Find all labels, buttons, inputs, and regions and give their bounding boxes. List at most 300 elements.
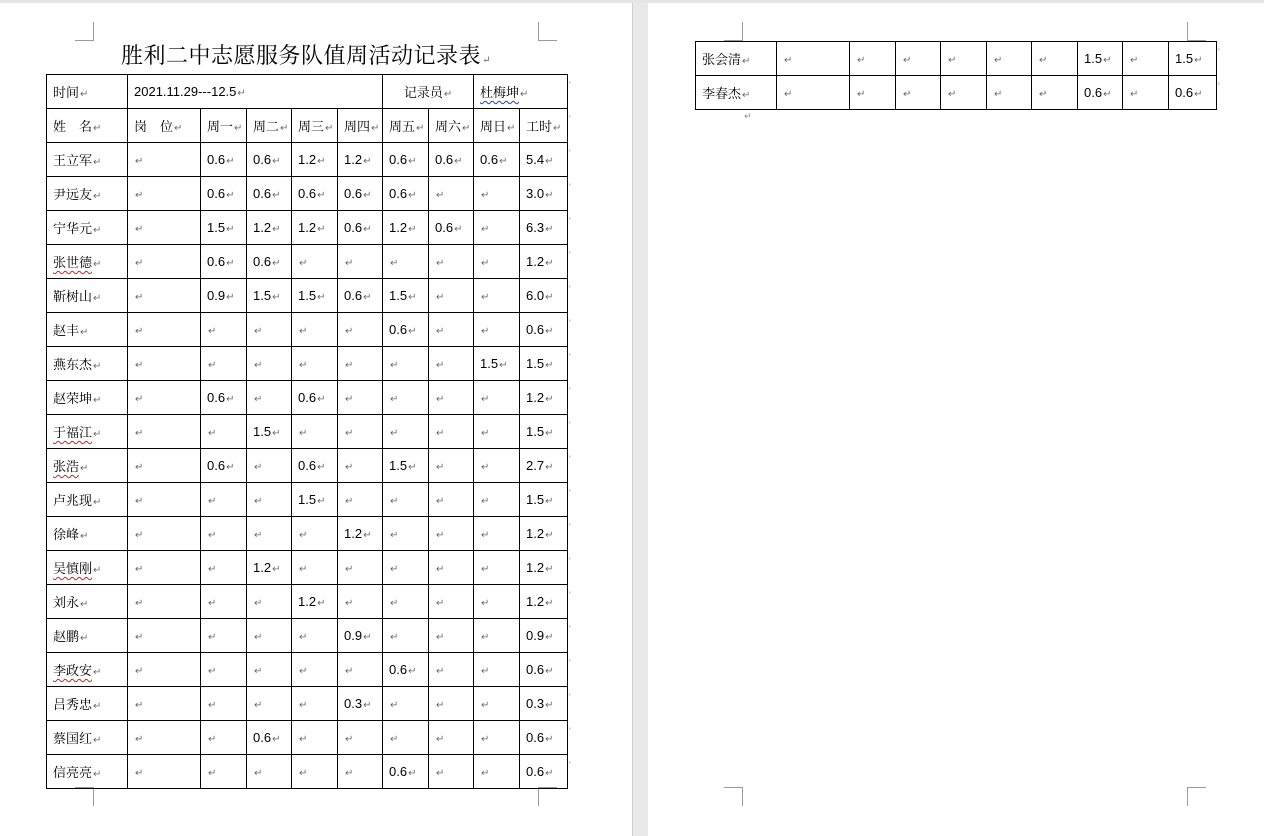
hours-total-cell-value: 2.7 <box>526 458 545 473</box>
hours-total-cell-value: 1.5 <box>526 356 545 371</box>
day-cell[interactable] <box>247 313 292 347</box>
day-cell[interactable] <box>247 245 292 279</box>
table-row <box>47 551 568 585</box>
day-cell[interactable] <box>247 177 292 211</box>
document-title[interactable] <box>46 40 566 74</box>
row-end-mark: ' <box>569 386 571 396</box>
hours-total-cell[interactable] <box>520 449 568 483</box>
day-cell[interactable] <box>474 245 520 279</box>
header-label: 周四 <box>344 119 371 134</box>
day-cell[interactable] <box>201 755 247 789</box>
day-cell[interactable] <box>941 42 987 76</box>
day-cell[interactable] <box>292 619 338 653</box>
post-cell[interactable] <box>128 313 201 347</box>
post-cell[interactable] <box>128 517 201 551</box>
day-cell[interactable] <box>201 585 247 619</box>
day-cell[interactable] <box>429 653 474 687</box>
day-cell[interactable] <box>201 619 247 653</box>
day-cell[interactable] <box>474 687 520 721</box>
post-cell[interactable] <box>128 721 201 755</box>
post-cell[interactable] <box>128 211 201 245</box>
day-cell[interactable] <box>247 449 292 483</box>
paragraph-mark: ↵ <box>390 394 399 405</box>
day-cell[interactable] <box>1123 76 1169 110</box>
day-cell[interactable] <box>987 42 1032 76</box>
paragraph-mark: ↵ <box>408 326 417 337</box>
day-cell[interactable] <box>383 245 429 279</box>
day-cell[interactable] <box>292 551 338 585</box>
day-cell[interactable] <box>201 721 247 755</box>
day-cell[interactable] <box>247 619 292 653</box>
paragraph-mark: ↵ <box>481 190 490 201</box>
day-cell[interactable] <box>292 755 338 789</box>
header-cell[interactable] <box>128 109 201 143</box>
day-cell[interactable] <box>247 347 292 381</box>
day-cell[interactable] <box>292 347 338 381</box>
hours-total-cell[interactable] <box>520 177 568 211</box>
day-cell[interactable] <box>338 721 383 755</box>
name-cell-value: 宁华元 <box>53 221 93 236</box>
hours-total-cell-value: 6.3 <box>526 220 545 235</box>
day-cell[interactable] <box>292 483 338 517</box>
day-cell-value: 0.6 <box>253 254 272 269</box>
day-cell[interactable] <box>429 449 474 483</box>
day-cell[interactable] <box>338 313 383 347</box>
day-cell[interactable] <box>292 585 338 619</box>
date-range-cell[interactable] <box>128 75 383 109</box>
day-cell[interactable] <box>201 211 247 245</box>
day-cell[interactable] <box>850 42 896 76</box>
post-cell[interactable] <box>128 381 201 415</box>
hours-total-cell[interactable] <box>520 279 568 313</box>
day-cell-value: 1.5 <box>298 288 317 303</box>
day-cell[interactable] <box>383 585 429 619</box>
day-cell[interactable] <box>987 76 1032 110</box>
day-cell[interactable] <box>247 551 292 585</box>
name-cell[interactable] <box>47 415 128 449</box>
day-cell[interactable] <box>247 585 292 619</box>
name-cell[interactable] <box>47 381 128 415</box>
day-cell[interactable] <box>1123 42 1169 76</box>
table-row <box>47 245 568 279</box>
hours-total-cell[interactable] <box>520 653 568 687</box>
day-cell[interactable] <box>474 721 520 755</box>
day-cell[interactable] <box>292 279 338 313</box>
day-cell[interactable] <box>292 177 338 211</box>
day-cell[interactable] <box>474 143 520 177</box>
header-cell[interactable] <box>474 109 520 143</box>
day-cell[interactable] <box>896 42 941 76</box>
name-cell[interactable] <box>47 517 128 551</box>
day-cell[interactable] <box>201 687 247 721</box>
day-cell[interactable] <box>1032 42 1078 76</box>
post-cell[interactable] <box>128 245 201 279</box>
row-end-mark: ' <box>569 556 571 566</box>
day-cell[interactable] <box>383 619 429 653</box>
day-cell[interactable] <box>201 143 247 177</box>
name-cell-value: 李政安 <box>53 663 93 678</box>
day-cell[interactable] <box>429 721 474 755</box>
post-cell[interactable] <box>128 449 201 483</box>
row-end-mark: ' <box>569 624 571 634</box>
paragraph-mark: ↵ <box>1103 89 1112 100</box>
day-cell[interactable] <box>338 347 383 381</box>
day-cell[interactable] <box>383 347 429 381</box>
hours-total-cell[interactable] <box>520 211 568 245</box>
paragraph-mark: ↵ <box>345 734 354 745</box>
day-cell[interactable] <box>383 687 429 721</box>
day-cell[interactable] <box>338 585 383 619</box>
day-cell[interactable] <box>383 177 429 211</box>
day-cell[interactable] <box>474 279 520 313</box>
post-cell[interactable] <box>128 279 201 313</box>
day-cell[interactable] <box>383 653 429 687</box>
hours-total-cell[interactable] <box>1169 42 1217 76</box>
header-label: 工时 <box>526 119 553 134</box>
hours-total-cell[interactable] <box>520 347 568 381</box>
day-cell[interactable] <box>429 619 474 653</box>
day-cell[interactable] <box>292 653 338 687</box>
day-cell[interactable] <box>247 143 292 177</box>
day-cell[interactable] <box>474 177 520 211</box>
paragraph-mark: ↵ <box>408 666 417 677</box>
day-cell[interactable] <box>338 381 383 415</box>
day-cell[interactable] <box>383 381 429 415</box>
paragraph-mark: ↵ <box>93 225 102 236</box>
hours-total-cell[interactable] <box>520 415 568 449</box>
day-cell[interactable] <box>338 619 383 653</box>
day-cell[interactable] <box>429 177 474 211</box>
day-cell[interactable] <box>474 653 520 687</box>
day-cell[interactable] <box>201 279 247 313</box>
day-cell-value: 1.5 <box>480 356 499 371</box>
crop-mark-bottom-right <box>538 787 557 806</box>
hours-total-cell[interactable] <box>520 619 568 653</box>
hours-total-cell[interactable] <box>520 245 568 279</box>
name-cell[interactable] <box>47 483 128 517</box>
day-cell[interactable] <box>383 143 429 177</box>
day-cell[interactable] <box>292 245 338 279</box>
name-cell[interactable] <box>47 313 128 347</box>
day-cell[interactable] <box>201 551 247 585</box>
row-end-mark: ' <box>569 522 571 532</box>
page-gap <box>632 3 648 836</box>
header-cell[interactable] <box>47 109 128 143</box>
day-cell[interactable] <box>201 483 247 517</box>
day-cell[interactable] <box>474 415 520 449</box>
day-cell[interactable] <box>292 687 338 721</box>
day-cell[interactable] <box>383 211 429 245</box>
day-cell[interactable] <box>383 279 429 313</box>
day-cell[interactable] <box>1032 76 1078 110</box>
table-row <box>47 585 568 619</box>
name-cell[interactable] <box>47 279 128 313</box>
day-cell-value: 1.5 <box>253 288 272 303</box>
hours-total-cell[interactable] <box>520 585 568 619</box>
header-cell[interactable] <box>201 109 247 143</box>
paragraph-mark: ↵ <box>226 394 235 405</box>
day-cell[interactable] <box>292 211 338 245</box>
post-cell[interactable] <box>128 483 201 517</box>
paragraph-mark: ↵ <box>208 428 217 439</box>
hours-total-cell[interactable] <box>520 517 568 551</box>
time-label-cell[interactable] <box>47 75 128 109</box>
post-cell[interactable] <box>128 177 201 211</box>
paragraph-mark: ↵ <box>208 564 217 575</box>
day-cell-value: 1.5 <box>298 492 317 507</box>
name-cell[interactable] <box>47 585 128 619</box>
day-cell[interactable] <box>383 449 429 483</box>
day-cell[interactable] <box>338 551 383 585</box>
hours-total-cell[interactable] <box>1169 76 1217 110</box>
day-cell[interactable] <box>338 177 383 211</box>
crop-mark-top-left <box>75 22 94 41</box>
crop-mark-top-right <box>538 22 557 41</box>
day-cell[interactable] <box>429 551 474 585</box>
paragraph-mark: ↵ <box>317 190 326 201</box>
paragraph-mark: ↵ <box>545 326 554 337</box>
paragraph-mark: ↵ <box>408 292 417 303</box>
day-cell[interactable] <box>247 755 292 789</box>
day-cell[interactable] <box>429 755 474 789</box>
paragraph-mark: ↵ <box>903 89 912 100</box>
day-cell[interactable] <box>429 211 474 245</box>
post-cell[interactable] <box>777 42 850 76</box>
header-cell[interactable] <box>247 109 292 143</box>
name-cell-value: 赵荣坤 <box>53 391 93 406</box>
name-cell[interactable] <box>47 619 128 653</box>
name-cell[interactable] <box>696 42 777 76</box>
paragraph-mark: ↵ <box>93 361 102 372</box>
day-cell[interactable] <box>247 721 292 755</box>
hours-total-cell[interactable] <box>520 143 568 177</box>
day-cell-value: 0.6 <box>298 458 317 473</box>
paragraph-mark: ↵ <box>390 564 399 575</box>
name-cell[interactable] <box>47 653 128 687</box>
paragraph-mark: ↵ <box>507 123 516 134</box>
day-cell[interactable] <box>429 483 474 517</box>
hours-total-cell[interactable] <box>520 313 568 347</box>
day-cell[interactable] <box>383 721 429 755</box>
header-cell[interactable] <box>383 109 429 143</box>
day-cell[interactable] <box>474 585 520 619</box>
day-cell[interactable] <box>338 211 383 245</box>
name-cell[interactable] <box>47 721 128 755</box>
paragraph-mark: ↵ <box>462 123 471 134</box>
day-cell[interactable] <box>429 381 474 415</box>
row-end-mark: ' <box>569 420 571 430</box>
day-cell[interactable] <box>429 143 474 177</box>
paragraph-mark: ↵ <box>390 258 399 269</box>
header-cell[interactable] <box>338 109 383 143</box>
day-cell[interactable] <box>201 517 247 551</box>
paragraph-mark: ↵ <box>208 632 217 643</box>
name-cell[interactable] <box>47 551 128 585</box>
day-cell[interactable] <box>474 517 520 551</box>
hours-total-cell[interactable] <box>520 381 568 415</box>
day-cell[interactable] <box>474 211 520 245</box>
post-cell[interactable] <box>128 143 201 177</box>
paragraph-mark: ↵ <box>345 258 354 269</box>
day-cell[interactable] <box>474 483 520 517</box>
day-cell[interactable] <box>338 143 383 177</box>
day-cell[interactable] <box>474 381 520 415</box>
day-cell[interactable] <box>247 279 292 313</box>
name-cell[interactable] <box>47 449 128 483</box>
paragraph-mark: ↵ <box>1103 55 1112 66</box>
post-cell[interactable] <box>128 619 201 653</box>
day-cell[interactable] <box>383 517 429 551</box>
day-cell[interactable] <box>850 76 896 110</box>
day-cell[interactable] <box>292 721 338 755</box>
day-cell[interactable] <box>383 551 429 585</box>
header-cell[interactable] <box>429 109 474 143</box>
day-cell-value: 0.6 <box>389 764 408 779</box>
day-cell[interactable] <box>201 381 247 415</box>
name-cell[interactable] <box>47 143 128 177</box>
hours-total-cell[interactable] <box>520 687 568 721</box>
day-cell[interactable] <box>292 313 338 347</box>
day-cell[interactable] <box>292 449 338 483</box>
row-end-mark: ' <box>569 760 571 770</box>
day-cell[interactable] <box>247 517 292 551</box>
name-cell[interactable] <box>47 755 128 789</box>
day-cell[interactable] <box>474 449 520 483</box>
paragraph-mark: ↵ <box>272 258 281 269</box>
day-cell[interactable] <box>201 653 247 687</box>
day-cell[interactable] <box>1078 76 1123 110</box>
table-row <box>47 211 568 245</box>
document-page-2[interactable] <box>648 3 1264 836</box>
day-cell[interactable] <box>292 415 338 449</box>
day-cell[interactable] <box>429 687 474 721</box>
day-cell[interactable] <box>338 517 383 551</box>
paragraph-mark: ↵ <box>857 89 866 100</box>
paragraph-mark: ↵ <box>948 55 957 66</box>
row-end-mark: ' <box>569 216 571 226</box>
post-cell[interactable] <box>777 76 850 110</box>
post-cell[interactable] <box>128 687 201 721</box>
day-cell[interactable] <box>338 279 383 313</box>
duty-record-table-continued[interactable] <box>695 41 1217 110</box>
day-cell[interactable] <box>896 76 941 110</box>
day-cell[interactable] <box>383 313 429 347</box>
day-cell[interactable] <box>474 755 520 789</box>
name-cell-value: 吴慎刚 <box>53 561 93 576</box>
day-cell[interactable] <box>429 585 474 619</box>
day-cell[interactable] <box>338 245 383 279</box>
post-cell[interactable] <box>128 755 201 789</box>
paragraph-mark: ↵ <box>80 89 89 100</box>
day-cell[interactable] <box>338 653 383 687</box>
day-cell[interactable] <box>247 653 292 687</box>
day-cell[interactable] <box>429 347 474 381</box>
paragraph-mark: ↵ <box>408 156 417 167</box>
paragraph-mark: ↵ <box>436 700 445 711</box>
day-cell[interactable] <box>201 415 247 449</box>
name-cell[interactable] <box>47 177 128 211</box>
day-cell[interactable] <box>474 619 520 653</box>
day-cell[interactable] <box>383 755 429 789</box>
paragraph-mark: ↵ <box>272 190 281 201</box>
post-cell[interactable] <box>128 551 201 585</box>
day-cell-value: 0.9 <box>344 628 363 643</box>
day-cell-value: 1.5 <box>253 424 272 439</box>
header-cell[interactable] <box>520 109 568 143</box>
header-cell[interactable] <box>292 109 338 143</box>
paragraph-mark: ↵ <box>299 632 308 643</box>
day-cell[interactable] <box>474 551 520 585</box>
name-cell-value: 尹远友 <box>53 187 93 202</box>
day-cell[interactable] <box>201 347 247 381</box>
name-cell[interactable] <box>696 76 777 110</box>
day-cell-value: 0.6 <box>389 152 408 167</box>
header-row <box>47 109 568 143</box>
day-cell[interactable] <box>247 381 292 415</box>
day-cell[interactable] <box>429 313 474 347</box>
duty-record-table[interactable] <box>46 74 568 789</box>
name-cell[interactable] <box>47 347 128 381</box>
day-cell[interactable] <box>1078 42 1123 76</box>
name-cell[interactable] <box>47 245 128 279</box>
post-cell[interactable] <box>128 347 201 381</box>
name-cell[interactable] <box>47 687 128 721</box>
day-cell[interactable] <box>247 415 292 449</box>
hours-total-cell[interactable] <box>520 483 568 517</box>
day-cell[interactable] <box>338 687 383 721</box>
day-cell[interactable] <box>338 415 383 449</box>
post-cell[interactable] <box>128 585 201 619</box>
hours-total-cell[interactable] <box>520 551 568 585</box>
day-cell[interactable] <box>383 483 429 517</box>
day-cell[interactable] <box>201 313 247 347</box>
post-cell[interactable] <box>128 415 201 449</box>
day-cell[interactable] <box>247 687 292 721</box>
day-cell[interactable] <box>201 177 247 211</box>
day-cell-value: 1.5 <box>389 288 408 303</box>
day-cell[interactable] <box>201 245 247 279</box>
day-cell[interactable] <box>247 211 292 245</box>
day-cell[interactable] <box>247 483 292 517</box>
recorder-label-cell[interactable] <box>383 75 474 109</box>
day-cell[interactable] <box>338 483 383 517</box>
hours-total-cell[interactable] <box>520 755 568 789</box>
day-cell[interactable] <box>201 449 247 483</box>
day-cell[interactable] <box>429 517 474 551</box>
day-cell[interactable] <box>338 755 383 789</box>
day-cell[interactable] <box>292 381 338 415</box>
recorder-name-cell[interactable] <box>474 75 568 109</box>
day-cell[interactable] <box>429 245 474 279</box>
paragraph-mark: ↵ <box>135 190 144 201</box>
day-cell[interactable] <box>292 143 338 177</box>
day-cell[interactable] <box>292 517 338 551</box>
paragraph-mark: ↵ <box>436 734 445 745</box>
day-cell[interactable] <box>941 76 987 110</box>
post-cell[interactable] <box>128 653 201 687</box>
day-cell[interactable] <box>338 449 383 483</box>
name-cell[interactable] <box>47 211 128 245</box>
day-cell[interactable] <box>474 313 520 347</box>
day-cell[interactable] <box>429 279 474 313</box>
day-cell[interactable] <box>474 347 520 381</box>
name-cell-value: 燕东杰 <box>53 357 93 372</box>
day-cell[interactable] <box>429 415 474 449</box>
paragraph-mark: ↵ <box>135 156 144 167</box>
recorder-label: 记录员 <box>403 85 443 100</box>
day-cell[interactable] <box>383 415 429 449</box>
hours-total-cell[interactable] <box>520 721 568 755</box>
